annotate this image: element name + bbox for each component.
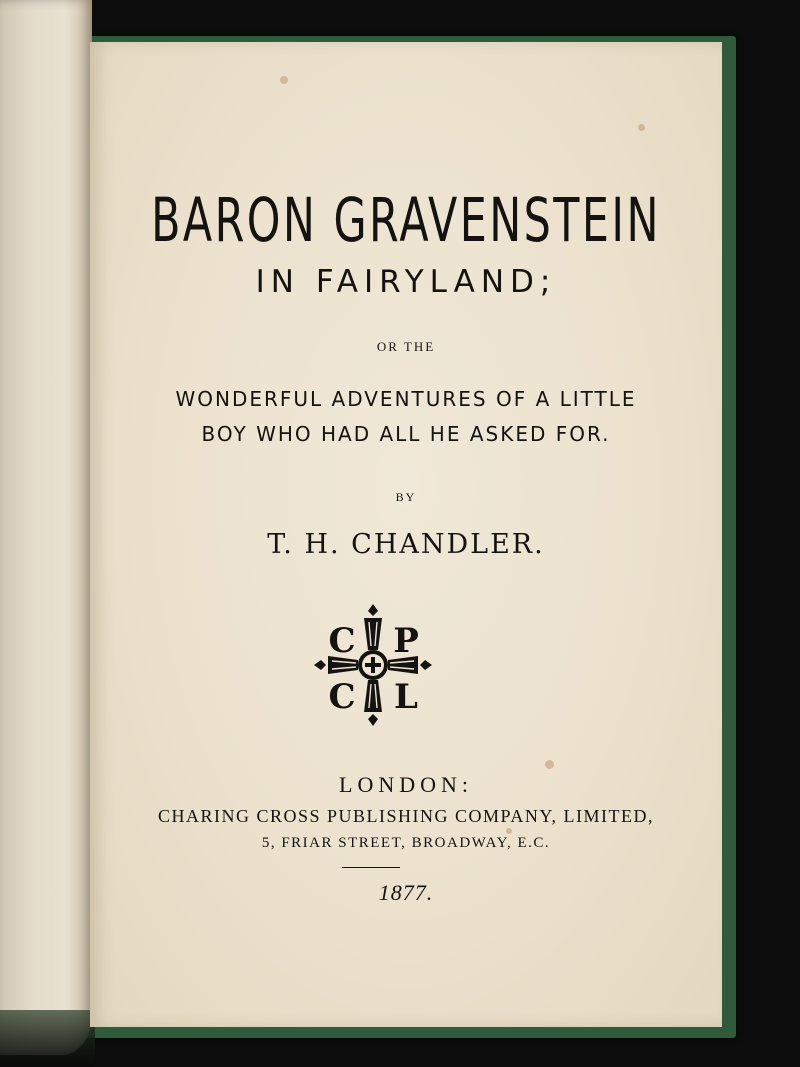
publisher-monogram-icon xyxy=(312,602,434,728)
monogram-letter-c-top: C xyxy=(328,621,356,661)
author-name: T. H. CHANDLER. xyxy=(267,529,545,560)
foxing-spot xyxy=(506,828,512,834)
description-line-1: WONDERFUL ADVENTURES OF A LITTLE xyxy=(175,387,637,411)
foxing-spot xyxy=(638,124,645,131)
foxing-spot xyxy=(280,76,288,84)
connector-text: OR THE xyxy=(376,339,436,354)
book-subtitle: IN FAIRYLAND; xyxy=(255,264,557,300)
foxing-spot xyxy=(545,760,554,769)
by-label: BY xyxy=(395,490,417,504)
description-line-2: BOY WHO HAD ALL HE ASKED FOR. xyxy=(201,422,611,446)
divider-rule xyxy=(342,867,400,868)
publication-year: 1877. xyxy=(378,880,434,905)
title-page xyxy=(90,42,722,1027)
page-edge-shadow xyxy=(0,1010,95,1067)
imprint-city: LONDON: xyxy=(339,772,473,797)
monogram-letter-c-bottom: C xyxy=(328,677,356,717)
imprint-publisher: CHARING CROSS PUBLISHING COMPANY, LIMITED, xyxy=(157,806,655,826)
monogram-letter-l: L xyxy=(394,677,418,717)
imprint-address: 5, FRIAR STREET, BROADWAY, E.C. xyxy=(261,835,551,851)
monogram-letter-p: P xyxy=(393,621,419,661)
book-title: BARON GRAVENSTEIN xyxy=(151,184,661,256)
left-facing-page xyxy=(0,0,92,1055)
